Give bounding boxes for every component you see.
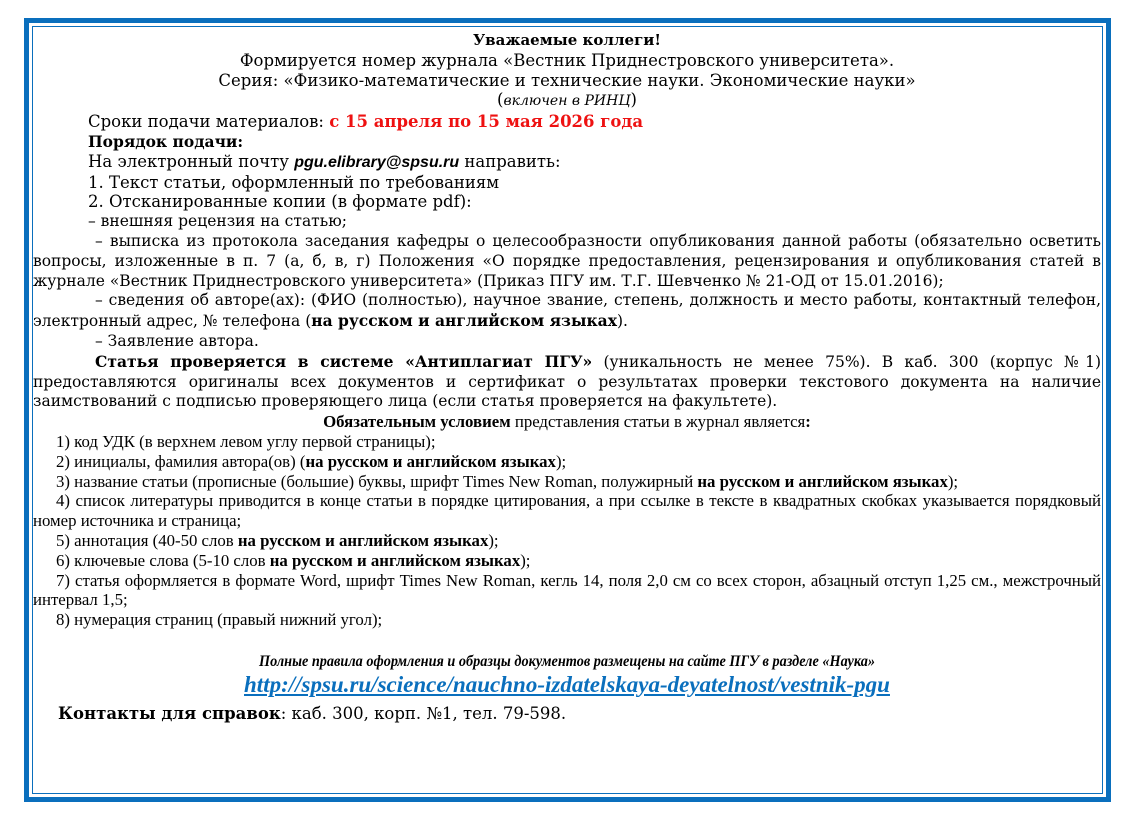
greeting: Уважаемые коллеги! (473, 31, 661, 49)
sub-item-protocol: – выписка из протокола заседания кафедры о целесообразности опубликования данной работы (обязательно осветить вопросы, изложенные в п. 7 (а, б, в, г) Положения «О порядке предоставления, рецензирования и опубликования статей в журнале «Вестник Приднестровского университета» (Приказ ПГУ им. Т.Г. Шевченко № 21-ОД от 15.01.2016); (33, 231, 1101, 290)
procedure-item-1: 1. Текст статьи, оформленный по требованиям (88, 172, 500, 192)
requirement-item-3: 3) название статьи (прописные (большие) буквы, шрифт Times New Roman, полужирный на русском и английском языках); (56, 471, 959, 491)
procedure-title: Порядок подачи: (88, 131, 244, 151)
requirement-item-8: 8) нумерация страниц (правый нижний угол); (56, 610, 383, 630)
email-line: На электронный почту pgu.elibrary@spsu.ru направить: (88, 151, 561, 171)
rinc-note: (включен в РИНЦ) (497, 90, 637, 110)
contacts-label: Контакты для справок (58, 703, 281, 723)
contacts-value: : каб. 300, корп. №1, тел. 79-598. (280, 703, 567, 723)
requirement-item-6: 6) ключевые слова (5-10 слов на русском и английском языках); (56, 550, 531, 570)
antiplagiat-paragraph: Статья проверяется в системе «Антиплагиат ПГУ» (уникальность не менее 75%). В каб. 300 (корпус №1) предоставляются оригиналы всех документов и сертификат о результатах проверки текстового документа на наличие заимствований с подписью проверяющего лица (если статья проверяется на факультете). (33, 351, 1101, 411)
requirement-item-7: 7) статья оформляется в формате Word, шрифт Times New Roman, кегль 14, поля 2,0 см со всех сторон, абзацный отступ 1,25 см., межстрочный интервал 1,5; (33, 570, 1101, 610)
requirement-item-5: 5) аннотация (40-50 слов на русском и английском языках); (56, 530, 499, 550)
deadline-label: Сроки подачи материалов: (88, 112, 330, 132)
requirement-item-1: 1) код УДК (в верхнем левом углу первой страницы); (56, 431, 436, 451)
antiplagiat-bold: Статья проверяется в системе «Антиплагиат ПГУ» (95, 351, 593, 371)
announcement (33, 31, 1101, 724)
requirement-item-2: 2) инициалы, фамилия автора(ов) (на русском и английском языках); (56, 451, 567, 471)
procedure-item-2: 2. Отсканированные копии (в формате pdf): (88, 192, 472, 212)
series-line: Серия: «Физико-математические и технические науки. Экономические науки» (218, 70, 916, 90)
requirement-item-4: 4) список литературы приводится в конце статьи в порядке цитирования, а при ссылке в тексте в квадратных скобках указывается порядковый номер источника и страница; (33, 491, 1101, 531)
rinc-text: включен в РИНЦ (503, 93, 631, 110)
contacts (33, 704, 1101, 724)
sub-item-application: – Заявление автора. (95, 331, 259, 350)
deadline-value: с 15 апреля по 15 мая 2026 года (329, 112, 644, 132)
rules-note: Полные правила оформления и образцы документов размещены на сайте ПГУ в разделе «Наука» (258, 652, 876, 670)
sub-item-author-info: – сведения об авторе(ах): (ФИО (полностью), научное звание, степень, должность и место работы, контактный телефон, электронный адрес, № телефона (на русском и английском языках). (33, 291, 1101, 331)
requirements (33, 412, 1101, 630)
email-address[interactable]: pgu.elibrary@spsu.ru (294, 153, 460, 171)
deadline (33, 112, 1101, 132)
sub-item-review: – внешняя рецензия на статью; (88, 212, 347, 231)
vestnik-link[interactable]: http://spsu.ru/science/nauchno-izdatelskaya-deyatelnost/vestnik-pgu (244, 671, 890, 697)
journal-line: Формируется номер журнала «Вестник Приднестровского университета». (239, 50, 895, 70)
requirements-title: Обязательным условием представления статьи в журнал является: (323, 412, 811, 432)
